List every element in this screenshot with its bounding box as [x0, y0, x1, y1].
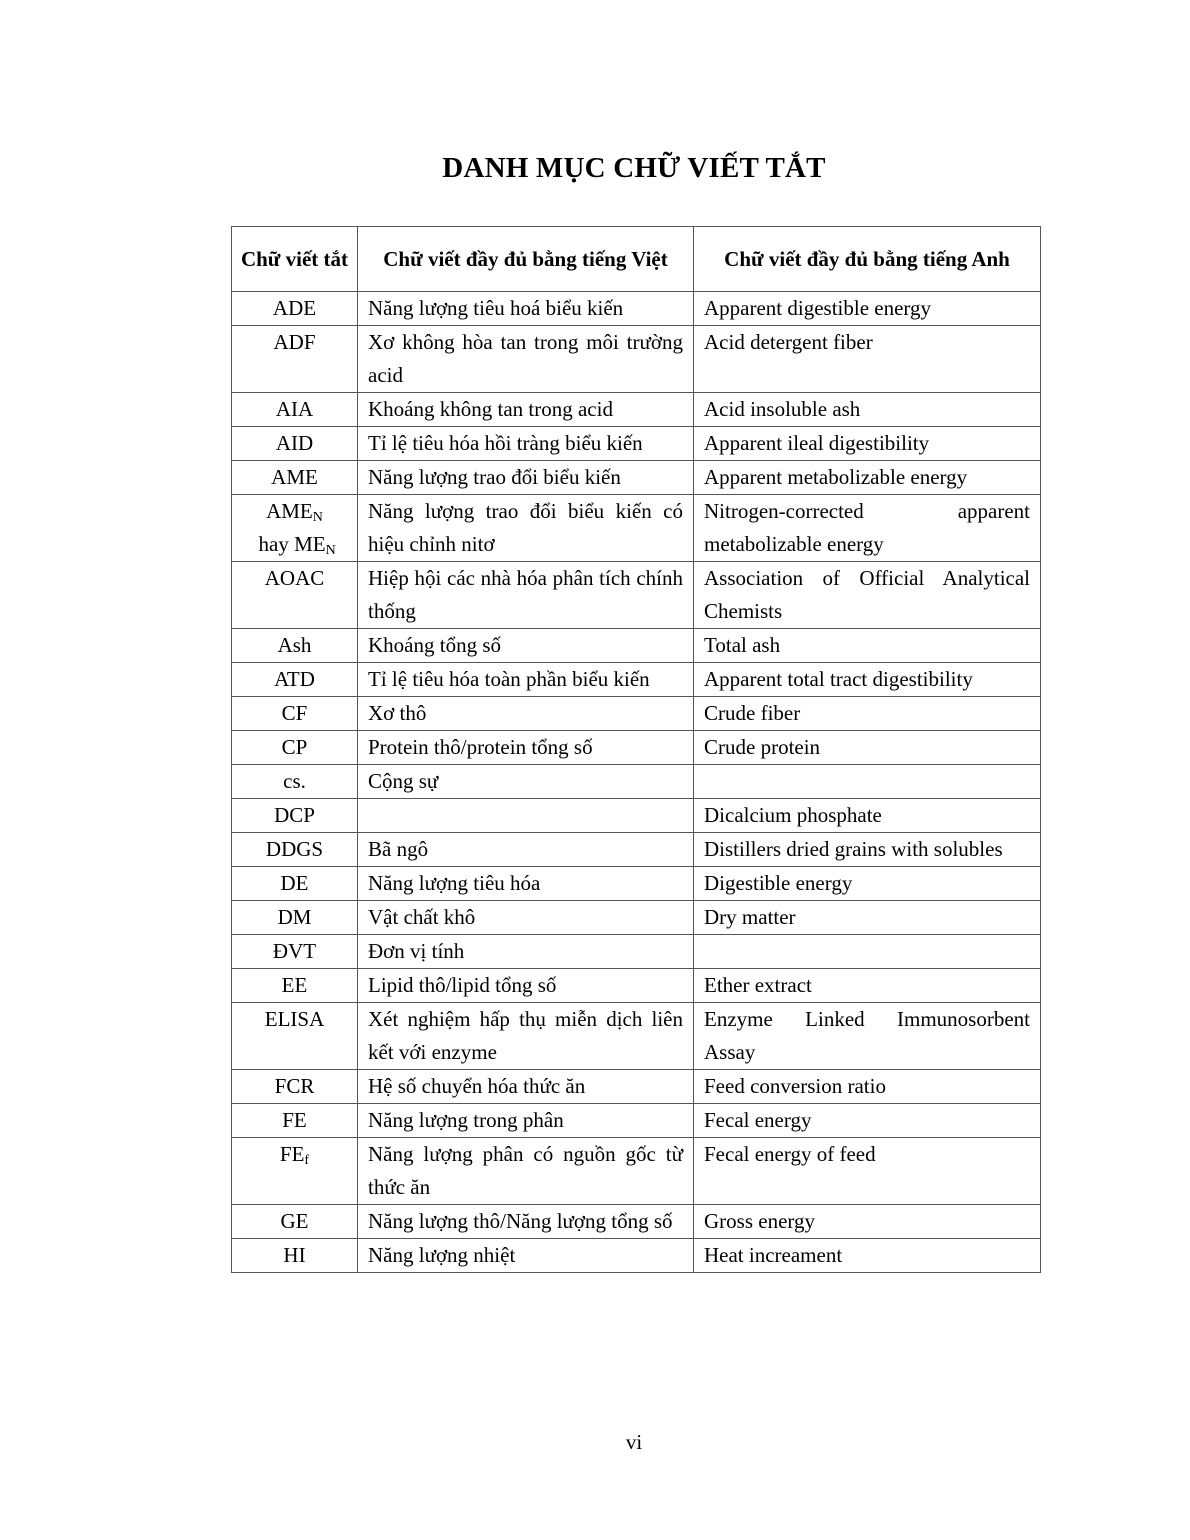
abbreviation-base: FE — [279, 1142, 305, 1166]
vietnamese-cell: Hệ số chuyển hóa thức ăn — [358, 1070, 694, 1104]
english-cell: Distillers dried grains with solubles — [694, 833, 1041, 867]
english-cell: Enzyme Linked Immunosorbent Assay — [694, 1003, 1041, 1070]
abbreviation-cell: ADF — [232, 326, 358, 393]
vietnamese-cell: Năng lượng trao đổi biểu kiến — [358, 461, 694, 495]
table-row — [232, 292, 1041, 326]
english-cell: Nitrogen-corrected apparent metabolizable energy — [694, 495, 1041, 562]
english-cell: Digestible energy — [694, 867, 1041, 901]
table-row — [232, 867, 1041, 901]
english-cell: Ether extract — [694, 969, 1041, 1003]
vietnamese-cell: Năng lượng nhiệt — [358, 1239, 694, 1273]
abbreviation-connector: hay — [253, 532, 295, 556]
abbreviation-cell: AIA — [232, 393, 358, 427]
abbreviation-cell: DDGS — [232, 833, 358, 867]
table-header-row — [232, 227, 1041, 292]
page-title: DANH MỤC CHỮ VIẾT TẮT — [442, 152, 826, 184]
abbreviation-cell: AOAC — [232, 562, 358, 629]
english-cell: Dry matter — [694, 901, 1041, 935]
english-cell: Crude fiber — [694, 697, 1041, 731]
abbreviation-cell: cs. — [232, 765, 358, 799]
vietnamese-cell: Đơn vị tính — [358, 935, 694, 969]
english-cell: Fecal energy — [694, 1104, 1041, 1138]
vietnamese-cell: Xơ không hòa tan trong môi trường acid — [358, 326, 694, 393]
abbreviation-cell: ĐVT — [232, 935, 358, 969]
english-cell: Apparent total tract digestibility — [694, 663, 1041, 697]
vietnamese-cell: Vật chất khô — [358, 901, 694, 935]
vietnamese-cell: Năng lượng trao đổi biểu kiến có hiệu chỉnh nitơ — [358, 495, 694, 562]
vietnamese-cell: Năng lượng tiêu hoá biểu kiến — [358, 292, 694, 326]
abbreviation-subscript: N — [325, 543, 336, 558]
table-row — [232, 461, 1041, 495]
table-row — [232, 1138, 1041, 1205]
table-row — [232, 326, 1041, 393]
abbreviation-cell: CP — [232, 731, 358, 765]
table-row — [232, 663, 1041, 697]
english-cell: Feed conversion ratio — [694, 1070, 1041, 1104]
english-cell: Total ash — [694, 629, 1041, 663]
english-cell: Acid insoluble ash — [694, 393, 1041, 427]
table-row — [232, 1003, 1041, 1070]
english-cell: Acid detergent fiber — [694, 326, 1041, 393]
table-row — [232, 629, 1041, 663]
vietnamese-cell: Năng lượng thô/Năng lượng tổng số — [358, 1205, 694, 1239]
abbreviation-base: AME — [266, 499, 313, 523]
abbreviation-cell: ATD — [232, 663, 358, 697]
english-cell: Heat increament — [694, 1239, 1041, 1273]
abbreviation-base: ME — [294, 532, 326, 556]
table-row — [232, 731, 1041, 765]
table-row — [232, 393, 1041, 427]
header-vietnamese: Chữ viết đầy đủ bằng tiếng Việt — [358, 227, 694, 292]
page-number: vi — [625, 1430, 643, 1454]
header-abbreviation: Chữ viết tắt — [232, 227, 358, 292]
table-row — [232, 495, 1041, 562]
vietnamese-cell: Năng lượng tiêu hóa — [358, 867, 694, 901]
abbreviation-cell: FE — [232, 1104, 358, 1138]
abbreviation-cell — [232, 1138, 358, 1205]
vietnamese-cell: Năng lượng trong phân — [358, 1104, 694, 1138]
vietnamese-cell: Protein thô/protein tổng số — [358, 731, 694, 765]
english-cell: Crude protein — [694, 731, 1041, 765]
abbreviation-cell: HI — [232, 1239, 358, 1273]
abbreviation-cell — [232, 495, 358, 562]
english-cell: Apparent metabolizable energy — [694, 461, 1041, 495]
abbreviation-cell: AID — [232, 427, 358, 461]
abbreviation-cell: DM — [232, 901, 358, 935]
abbreviation-cell: DCP — [232, 799, 358, 833]
vietnamese-cell: Bã ngô — [358, 833, 694, 867]
english-cell: Fecal energy of feed — [694, 1138, 1041, 1205]
table-row — [232, 765, 1041, 799]
english-cell — [694, 765, 1041, 799]
table-row — [232, 562, 1041, 629]
abbreviation-cell: CF — [232, 697, 358, 731]
header-english: Chữ viết đầy đủ bằng tiếng Anh — [694, 227, 1041, 292]
abbreviation-cell: GE — [232, 1205, 358, 1239]
abbreviation-subscript: N — [312, 510, 323, 525]
vietnamese-cell: Xét nghiệm hấp thụ miễn dịch liên kết với enzyme — [358, 1003, 694, 1070]
vietnamese-cell: Khoáng tổng số — [358, 629, 694, 663]
table-row — [232, 1205, 1041, 1239]
abbreviation-cell: Ash — [232, 629, 358, 663]
table-row — [232, 427, 1041, 461]
abbreviation-cell: FCR — [232, 1070, 358, 1104]
abbreviation-table — [231, 226, 1041, 1273]
table-row — [232, 969, 1041, 1003]
english-cell: Gross energy — [694, 1205, 1041, 1239]
table-row — [232, 833, 1041, 867]
abbreviation-subscript: f — [304, 1153, 310, 1168]
table-row — [232, 1239, 1041, 1273]
vietnamese-cell: Xơ thô — [358, 697, 694, 731]
table-row — [232, 799, 1041, 833]
abbreviation-cell: ADE — [232, 292, 358, 326]
table-row — [232, 1070, 1041, 1104]
vietnamese-cell: Lipid thô/lipid tổng số — [358, 969, 694, 1003]
vietnamese-cell — [358, 799, 694, 833]
vietnamese-cell: Tỉ lệ tiêu hóa hồi tràng biểu kiến — [358, 427, 694, 461]
table-row — [232, 935, 1041, 969]
vietnamese-cell: Năng lượng phân có nguồn gốc từ thức ăn — [358, 1138, 694, 1205]
abbreviation-cell: ELISA — [232, 1003, 358, 1070]
abbreviation-cell: AME — [232, 461, 358, 495]
english-cell: Association of Official Analytical Chemists — [694, 562, 1041, 629]
table-row — [232, 697, 1041, 731]
vietnamese-cell: Cộng sự — [358, 765, 694, 799]
vietnamese-cell: Tỉ lệ tiêu hóa toàn phần biểu kiến — [358, 663, 694, 697]
vietnamese-cell: Khoáng không tan trong acid — [358, 393, 694, 427]
english-cell — [694, 935, 1041, 969]
vietnamese-cell: Hiệp hội các nhà hóa phân tích chính thống — [358, 562, 694, 629]
abbreviation-cell: DE — [232, 867, 358, 901]
english-cell: Apparent digestible energy — [694, 292, 1041, 326]
table-row — [232, 901, 1041, 935]
english-cell: Apparent ileal digestibility — [694, 427, 1041, 461]
table-row — [232, 1104, 1041, 1138]
abbreviation-cell: EE — [232, 969, 358, 1003]
english-cell: Dicalcium phosphate — [694, 799, 1041, 833]
